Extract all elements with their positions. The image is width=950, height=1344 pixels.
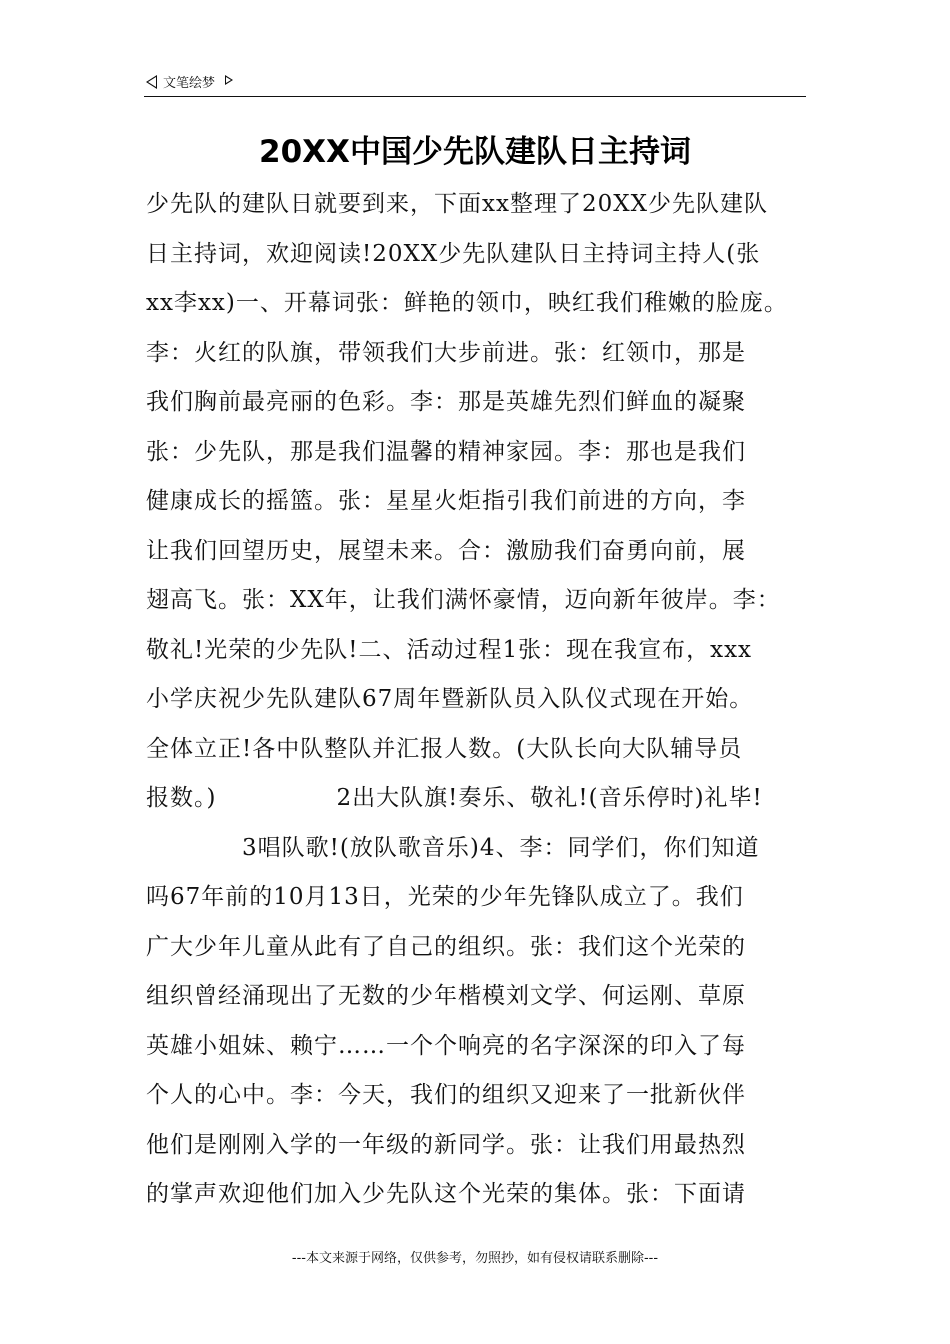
triangle-right-icon	[225, 75, 233, 85]
text-line: xx李xx)一、开幕词张：鲜艳的领巾，映红我们稚嫩的脸庞。	[146, 290, 788, 316]
text-line: 让我们回望历史，展望未来。合：激励我们奋勇向前，展	[146, 537, 746, 564]
text-line: 李：火红的队旗，带领我们大步前进。张：红领巾，那是	[146, 339, 746, 366]
header-divider	[144, 96, 806, 97]
text-line: 组织曾经涌现出了无数的少年楷模刘文学、何运刚、草原	[146, 983, 746, 1009]
page-header	[146, 72, 233, 91]
text-line: 广大少年儿童从此有了自己的组织。张：我们这个光荣的	[146, 933, 746, 960]
triangle-left-icon	[146, 75, 157, 89]
text-line: 的掌声欢迎他们加入少先队这个光荣的集体。张：下面请	[146, 1181, 746, 1207]
text-line: 健康成长的摇篮。张：星星火炬指引我们前进的方向，李	[146, 488, 746, 514]
text-line: 英雄小姐妹、赖宁……一个个响亮的名字深深的印入了每	[146, 1032, 746, 1059]
text-line: 张：少先队，那是我们温馨的精神家园。李：那也是我们	[146, 438, 746, 465]
text-line: 翅高飞。张：XX年，让我们满怀豪情，迈向新年彼岸。李：	[146, 587, 781, 613]
text-line: 日主持词，欢迎阅读!20XX少先队建队日主持词主持人(张	[146, 240, 761, 267]
document-title: 20XX中国少先队建队日主持词	[259, 134, 691, 170]
text-line: 吗67年前的10月13日，光荣的少年先锋队成立了。我们	[146, 884, 744, 910]
text-line: 全体立正!各中队整队并汇报人数。(大队长向大队辅导员	[146, 735, 743, 762]
text-line: 我们胸前最亮丽的色彩。李：那是英雄先烈们鲜血的凝聚	[146, 389, 746, 415]
text-line: 他们是刚刚入学的一年级的新同学。张：让我们用最热烈	[146, 1131, 746, 1158]
header-brand: 文笔绘梦	[163, 76, 216, 91]
text-line: 小学庆祝少先队建队67周年暨新队员入队仪式现在开始。	[146, 686, 754, 712]
document-body	[146, 180, 826, 1220]
page-footer: ---本文来源于网络，仅供参考，勿照抄，如有侵权请联系删除---	[291, 1251, 659, 1266]
text-line: 3唱队歌!(放队歌音乐)4、李：同学们，你们知道	[146, 834, 760, 861]
text-line: 报数。) 2出大队旗!奏乐、敬礼!(音乐停时)礼毕!	[146, 785, 763, 811]
text-line: 少先队的建队日就要到来，下面xx整理了20XX少先队建队	[146, 191, 768, 217]
text-line: 敬礼!光荣的少先队!二、活动过程1张：现在我宣布，xxx	[146, 636, 753, 663]
text-line: 个人的心中。李：今天，我们的组织又迎来了一批新伙伴	[146, 1082, 746, 1108]
